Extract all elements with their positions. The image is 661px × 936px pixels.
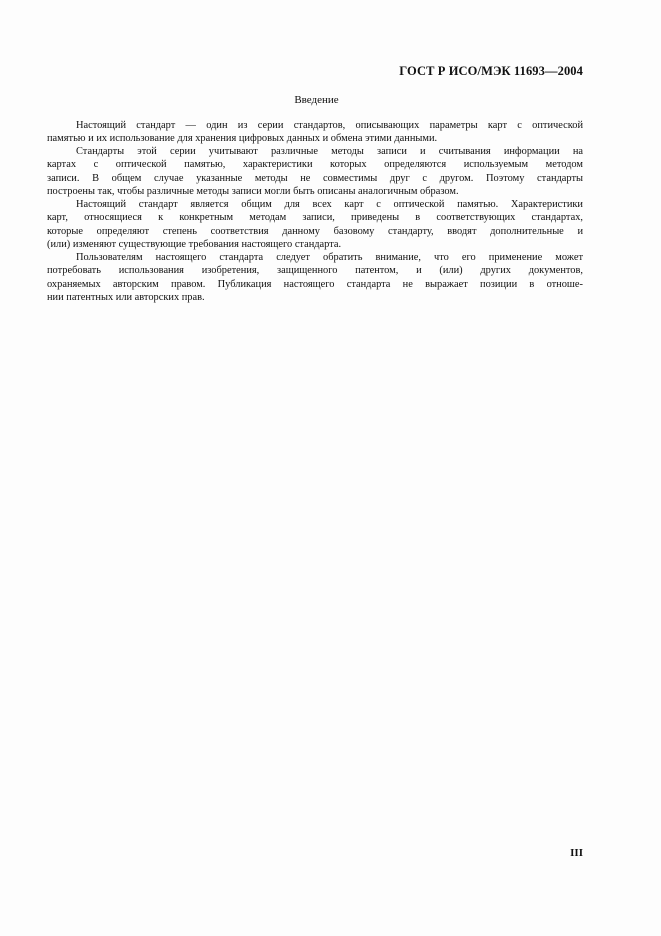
paragraph-line: Пользователям настоящего стандарта следует обратить внимание, что его применение может xyxy=(76,252,583,263)
paragraph-line: потребовать использования изобретения, защищенного патентом, и (или) других документов, xyxy=(47,265,583,277)
paragraph-line: памятью и их использование для хранения цифровых данных и обмена этими данными. xyxy=(47,133,438,145)
paragraph-line: Настоящий стандарт — один из серии стандартов, описывающих параметры карт с оптической xyxy=(76,120,583,131)
paragraph-3 xyxy=(47,198,583,251)
paragraph-line: которые определяют степень соответствия данному базовому стандарту, вводят дополнительные и xyxy=(47,225,583,237)
section-title: Введение xyxy=(294,94,339,106)
paragraph-line: Стандарты этой серии учитывают различные методы записи и считывания информации на xyxy=(76,146,583,157)
paragraph-line: охраняемых авторским правом. Публикация настоящего стандарта не выражает позиции в отноше- xyxy=(47,278,583,290)
paragraph-4 xyxy=(47,251,583,304)
paragraph-line: построены так, чтобы различные методы записи могли быть описаны аналогичным образом. xyxy=(47,185,459,197)
paragraph-line: нии патентных или авторских прав. xyxy=(47,291,205,303)
paragraph-line: (или) изменяют существующие требования настоящего стандарта. xyxy=(47,238,342,250)
document-header-standard-id: ГОСТ Р ИСО/МЭК 11693—2004 xyxy=(399,64,583,78)
page-number: III xyxy=(570,847,583,859)
paragraph-2 xyxy=(47,145,583,198)
paragraph-line: карт, относящиеся к конкретным методам записи, приведены в соответствующих стандартах, xyxy=(47,212,583,224)
paragraph-line: записи. В общем случае указанные методы не совместимы друг с другом. Поэтому стандарты xyxy=(47,172,583,184)
paragraph-line: Настоящий стандарт является общим для всех карт с оптической памятью. Характеристики xyxy=(76,199,583,210)
paragraph-line: картах с оптической памятью, характеристики которых определяются используемым методом xyxy=(47,159,583,171)
paragraph-1 xyxy=(47,119,583,146)
